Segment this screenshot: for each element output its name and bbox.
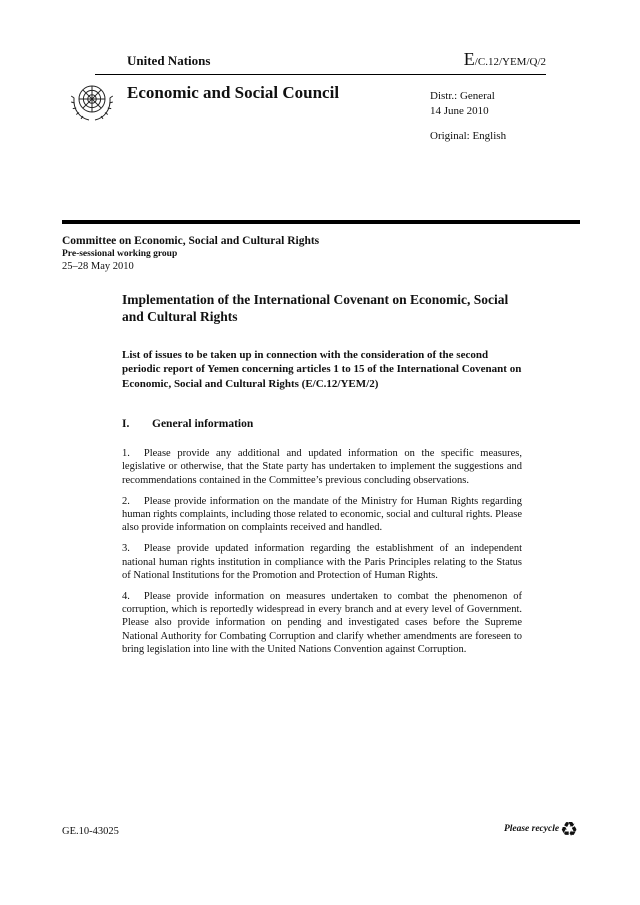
section-heading <box>122 418 522 430</box>
original-language-line: Original: English <box>430 130 507 142</box>
document-title: Implementation of the International Covenant on Economic, Social and Cultural Rights <box>122 292 509 325</box>
committee-block <box>62 235 319 272</box>
recycle-label: Please recycle <box>503 824 560 834</box>
paragraph-number: 4. <box>122 591 130 603</box>
paragraph-number: 3. <box>122 543 130 555</box>
paragraph-text: Please provide information on measures undertaken to combat the phenomenon of corruption, which is reportedly widespread in every branch and at every level of Government. Please also provide information on pending and investigated cases before the Supreme National Authority for Combating Corruption and clarify whether amendments are foreseen to bring legislation into line with the United Nations Convention against Corruption. <box>122 591 522 655</box>
paragraph-text: Please provide any additional and updated information on the specific measures, legislative or otherwise, that the State party has undertaken to implement the suggestions and recommendations contained in the Committee’s previous concluding observations. <box>122 448 522 486</box>
paragraph <box>122 495 522 535</box>
section-number: I. <box>122 418 130 431</box>
working-group: Pre-sessional working group <box>62 249 178 259</box>
council-title: Economic and Social Council <box>127 83 340 102</box>
un-emblem-icon <box>68 79 116 127</box>
recycle-icon: ♻ <box>560 817 578 841</box>
section-title: General information <box>152 418 254 431</box>
paragraph <box>122 542 522 582</box>
paragraph-number: 1. <box>122 448 130 460</box>
document-body <box>122 291 522 664</box>
document-symbol <box>464 49 546 70</box>
distribution-block <box>430 89 506 144</box>
document-footer-code: GE.10-43025 <box>62 826 119 837</box>
header-thick-rule <box>62 220 580 224</box>
org-name: United Nations <box>127 53 211 68</box>
document-symbol-prefix: E <box>463 49 475 69</box>
date-line: 14 June 2010 <box>430 105 489 117</box>
header-divider <box>95 74 546 75</box>
document-symbol-rest: /C.12/YEM/Q/2 <box>474 56 546 68</box>
session-dates: 25–28 May 2010 <box>62 261 134 272</box>
document-subtitle: List of issues to be taken up in connection with the consideration of the second periodic report of Yemen concerning articles 1 to 15 of the International Covenant on Economic, Social and Cultural Rights (E/C.12/YEM/2) <box>122 348 522 391</box>
paragraph-text: Please provide information on the mandate of the Ministry for Human Rights regarding human rights complaints, including those related to economic, social and cultural rights. Please also provide information on complaints received and handled. <box>122 495 522 534</box>
paragraph <box>122 447 522 487</box>
paragraph-text: Please provide updated information regarding the establishment of an independent national human rights institution in compliance with the Paris Principles relating to the Status of National Institutions for the Promotion and Protection of Human Rights. <box>122 543 522 581</box>
paragraph-number: 2. <box>122 495 130 507</box>
committee-name: Committee on Economic, Social and Cultural Rights <box>62 235 320 247</box>
recycle-note <box>504 819 578 839</box>
paragraph-list <box>122 447 522 656</box>
paragraph <box>122 590 522 656</box>
distr-line: Distr.: General <box>430 90 495 102</box>
